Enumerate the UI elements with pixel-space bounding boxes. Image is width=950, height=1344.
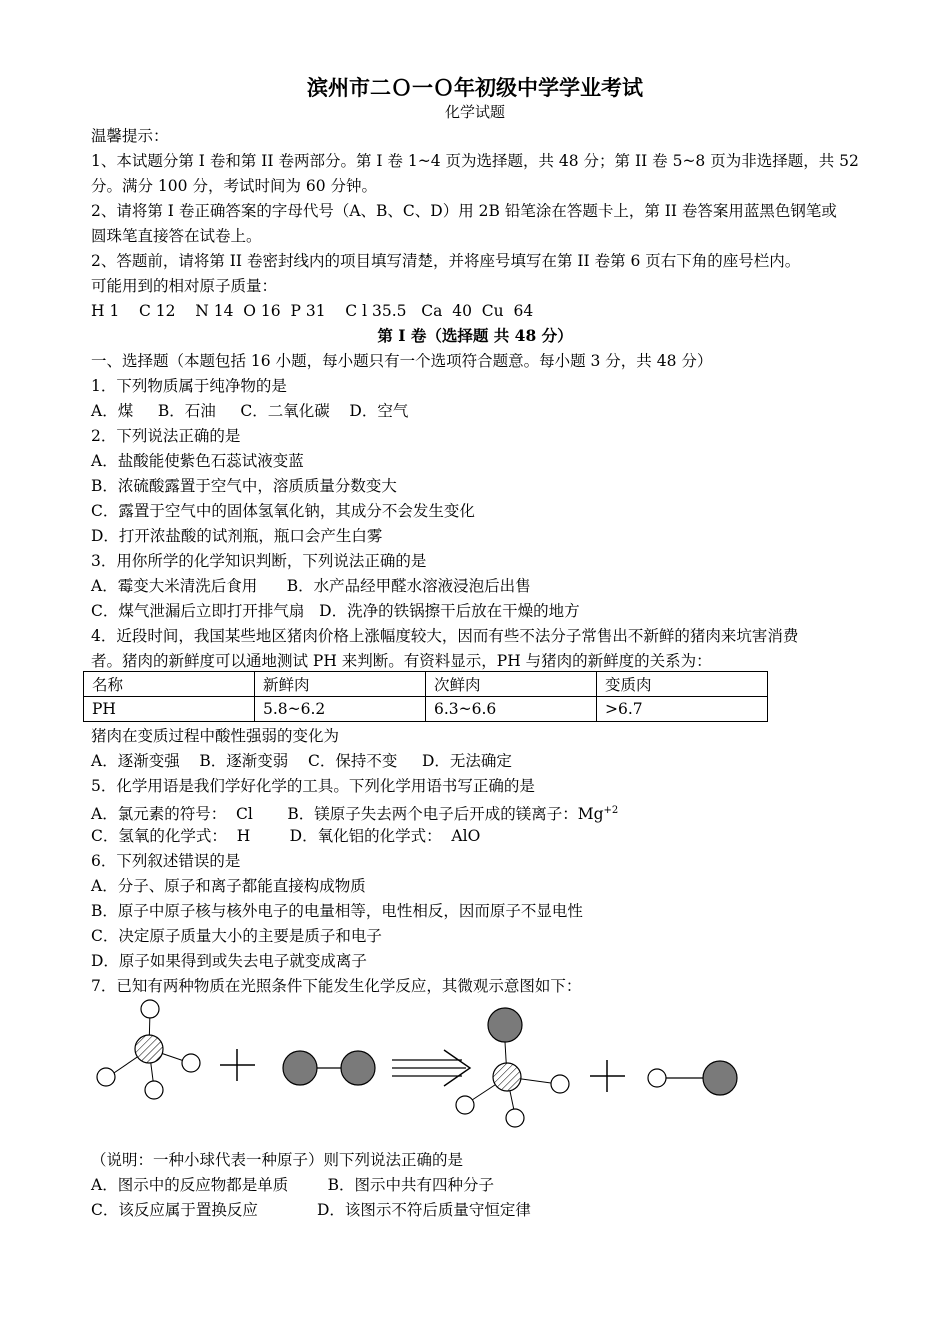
atomic-mass-heading: 可能用到的相对原子质量：	[91, 277, 278, 295]
section-1-title: 第 I 卷（选择题 共 48 分）	[377, 326, 573, 345]
tip-2-line-2: 圆珠笔直接答在试卷上。	[91, 227, 262, 245]
q6-option-d: D．原子如果得到或失去电子就变成离子	[91, 952, 367, 970]
q7-note: （说明：一种小球代表一种原子）则下列说法正确的是	[91, 1151, 464, 1169]
dark-atom	[341, 1051, 375, 1085]
table-header-cell: 次鲜肉	[426, 672, 597, 697]
q3-options-ab: A．霉变大米清洗后食用 B．水产品经甲醛水溶液浸泡后出售	[91, 577, 531, 595]
tip-2-line-1: 2、请将第 I 卷正确答案的字母代号（A、B、C、D）用 2B 铅笔涂在答题卡上，第 II 卷答案用蓝黑色钢笔或	[91, 202, 837, 220]
q4-question: 猪肉在变质过程中酸性强弱的变化为	[91, 727, 340, 745]
plus-sign	[220, 1049, 255, 1081]
q1-options: A．煤 B．石油 C．二氧化碳 D．空气	[91, 402, 409, 420]
table-cell: >6.7	[597, 697, 768, 722]
q4-stem-line-2: 者。猪肉的新鲜度可以通地测试 PH 来判断。有资料显示，PH 与猪肉的新鲜度的关系为：	[91, 652, 712, 670]
hatched-atom	[135, 1035, 163, 1063]
q2-option-c: C．露置于空气中的固体氢氧化钠，其成分不会发生变化	[91, 502, 475, 520]
small-atom	[141, 1000, 159, 1018]
q2-stem: 2．下列说法正确的是	[91, 427, 241, 445]
section-1-instruction: 一、选择题（本题包括 16 小题，每小题只有一个选项符合题意。每小题 3 分，共 48 分）	[91, 352, 713, 370]
small-atom	[648, 1069, 666, 1087]
q6-option-a: A．分子、原子和离子都能直接构成物质	[91, 877, 366, 895]
small-atom	[145, 1081, 163, 1099]
table-header-cell: 名称	[84, 672, 255, 697]
reactant-molecule-2	[283, 1051, 375, 1085]
exam-subtitle: 化学试题	[444, 103, 505, 121]
table-header-cell: 新鲜肉	[255, 672, 426, 697]
table-cell: 5.8~6.2	[255, 697, 426, 722]
mg-charge-superscript: +2	[603, 805, 619, 816]
reaction-arrow-icon	[392, 1050, 470, 1086]
dark-atom	[488, 1008, 522, 1042]
small-atom	[551, 1075, 569, 1093]
atomic-mass-list: H 1 C 12 N 14 O 16 P 31 C l 35.5 Ca 40 Cu 64	[91, 302, 534, 320]
q2-option-d: D．打开浓盐酸的试剂瓶，瓶口会产生白雾	[91, 527, 383, 545]
tips-heading: 温馨提示：	[91, 127, 169, 145]
q6-stem: 6．下列叙述错误的是	[91, 852, 241, 870]
small-atom	[506, 1109, 524, 1127]
table-cell: 6.3~6.6	[426, 697, 597, 722]
q4-options: A．逐渐变强 B．逐渐变弱 C．保持不变 D．无法确定	[91, 752, 512, 770]
q7-options-ab: A．图示中的反应物都是单质 B．图示中共有四种分子	[91, 1176, 495, 1194]
tip-1-line-1: 1、本试题分第 I 卷和第 II 卷两部分。第 I 卷 1~4 页为选择题，共 48 分；第 II 卷 5~8 页为非选择题，共 52	[91, 152, 859, 170]
table-header-cell: 变质肉	[597, 672, 768, 697]
dark-atom	[283, 1051, 317, 1085]
q5-stem: 5．化学用语是我们学好化学的工具。下列化学用语书写正确的是	[91, 777, 535, 795]
small-atom	[97, 1068, 115, 1086]
q7-stem: 7．已知有两种物质在光照条件下能发生化学反应，其微观示意图如下：	[91, 977, 582, 995]
q5-options-ab-text: A．氯元素的符号： Cl B．镁原子失去两个电子后开成的镁离子：Mg	[91, 805, 604, 824]
dark-atom	[703, 1061, 737, 1095]
q3-options-cd: C．煤气泄漏后立即打开排气扇 D．洗净的铁锅擦干后放在干燥的地方	[91, 602, 580, 620]
q2-option-a: A．盐酸能使紫色石蕊试液变蓝	[91, 452, 304, 470]
q7-options-cd: C．该反应属于置换反应 D．该图示不符后质量守恒定律	[91, 1201, 531, 1219]
q2-option-b: B．浓硫酸露置于空气中，溶质质量分数变大	[91, 477, 397, 495]
reactant-molecule-1	[97, 1000, 200, 1099]
q3-stem: 3．用你所学的化学知识判断，下列说法正确的是	[91, 552, 427, 570]
tip-3: 2、答题前，请将第 II 卷密封线内的项目填写清楚，并将座号填写在第 II 卷第 6 页右下角的座号栏内。	[91, 252, 801, 270]
table-cell: PH	[84, 697, 255, 722]
q5-options-cd: C．氢氧的化学式： H D．氧化铝的化学式： AlO	[91, 827, 481, 845]
product-molecule-1	[456, 1008, 569, 1127]
exam-title: 滨州市二Ｏ一Ｏ年初级中学学业考试	[307, 75, 643, 100]
plus-sign	[590, 1060, 625, 1092]
hatched-atom	[493, 1063, 521, 1091]
small-atom	[182, 1054, 200, 1072]
q4-stem-line-1: 4．近段时间，我国某些地区猪肉价格上涨幅度较大，因而有些不法分子常售出不新鲜的猪肉来坑害消费	[91, 627, 799, 645]
q1-stem: 1．下列物质属于纯净物的是	[91, 377, 287, 395]
product-molecule-2	[648, 1061, 737, 1095]
q6-option-b: B．原子中原子核与核外电子的电量相等，电性相反，因而原子不显电性	[91, 902, 583, 920]
small-atom	[456, 1096, 474, 1114]
q6-option-c: C．决定原子质量大小的主要是质子和电子	[91, 927, 382, 945]
tip-1-line-2: 分。满分 100 分，考试时间为 60 分钟。	[91, 177, 378, 195]
